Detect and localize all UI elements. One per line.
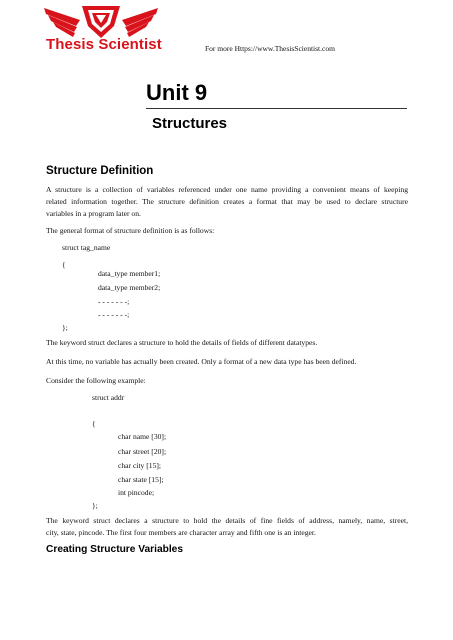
code-line: char street [20]; [118,447,167,456]
code-line: - - - - - - -; [98,310,130,319]
section-heading-creating-structure-variables: Creating Structure Variables [46,544,184,555]
code-line: char city [15]; [118,461,162,470]
paragraph-address-fields [46,515,408,539]
title-divider [146,108,407,109]
paragraph-line: related information together. The structure definition creates a format that may be used to declare structure [46,197,408,206]
code-line: struct tag_name [62,243,111,252]
paragraph-line: variables in a program later on. [46,209,141,218]
code-line: { [92,419,96,428]
paragraph-line: city, state, pincode. The first four members are character array and fifth one is an integer. [46,528,316,537]
code-line: }; [92,501,98,510]
code-line: struct addr [92,393,125,402]
section-heading-structure-definition: Structure Definition [46,165,154,177]
paragraph-definition [46,184,408,220]
paragraph-keyword-struct: The keyword struct declares a structure to hold the details of fields of different datatypes. [46,338,318,347]
code-line: { [62,260,66,269]
unit-title: Unit 9 [146,80,208,105]
code-line: - - - - - - -; [98,297,130,306]
code-line: char state [15]; [118,475,164,484]
paragraph-no-variable: At this time, no variable has actually been created. Only a format of a new data type has been defined. [46,357,357,366]
paragraph-line: A structure is a collection of variables referenced under one name providing a convenient means of keeping [46,185,408,194]
code-line: data_type member2; [98,283,161,292]
paragraph-consider: Consider the following example: [46,376,146,385]
paragraph-general-format: The general format of structure definition is as follows: [46,226,215,235]
code-line: int pincode; [118,488,155,497]
code-line: char name [30]; [118,432,167,441]
code-line: data_type member1; [98,269,161,278]
brand-wordmark: Thesis Scientist [46,36,162,53]
unit-subtitle: Structures [152,115,228,132]
code-line: }; [62,323,68,332]
paragraph-line: The keyword struct declares a structure to hold the details of fine fields of address, namely, name, street, [46,516,408,525]
more-link[interactable]: For more Https://www.ThesisScientist.com [205,44,335,53]
